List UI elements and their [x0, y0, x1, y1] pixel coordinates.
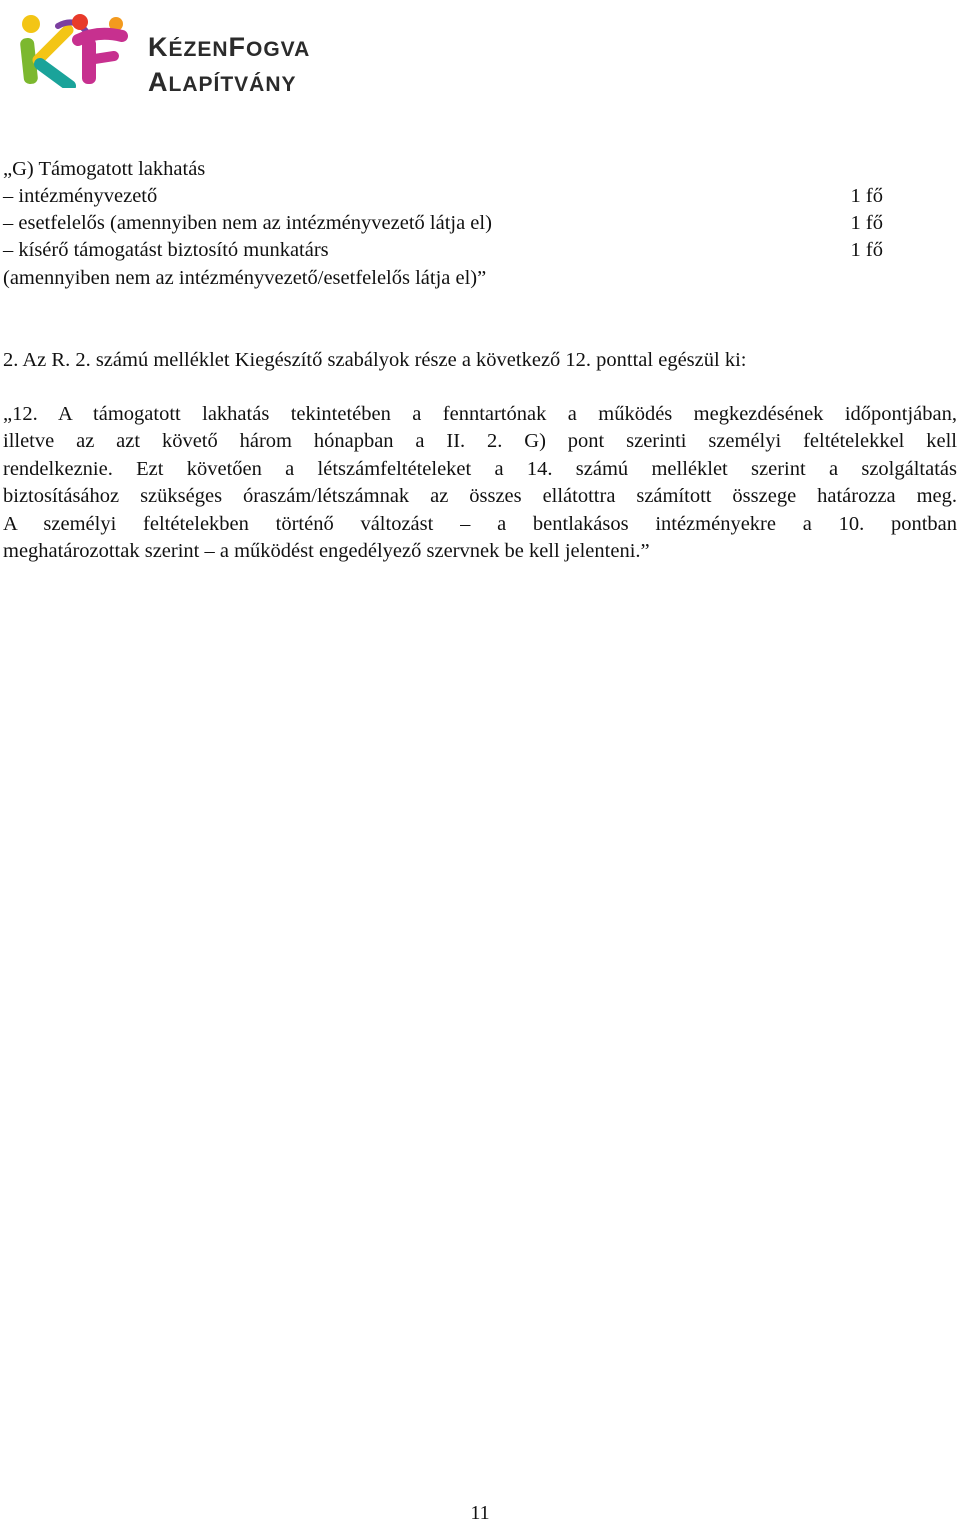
section-g-title: „G) Támogatott lakhatás	[3, 158, 206, 180]
paragraph-line: A személyi feltételekben történő változást – a bentlakásos intézményekre a 10. pontban	[3, 512, 957, 535]
paragraph-line: biztosításához szükséges óraszám/létszámnak az összes ellátottra számított összege határozza meg.	[3, 485, 957, 508]
paragraph-line: meghatározottak szerint – a működést engedélyező szervnek be kell jelenteni.”	[3, 539, 650, 562]
foundation-logo	[18, 8, 311, 97]
staff-count: 1 fő	[850, 185, 883, 207]
paragraph-line: illetve az azt követő három hónapban a II. 2. G) pont szerinti személyi feltételekkel kell	[3, 430, 957, 453]
logo-line-2: ALAPÍTVÁNY	[148, 67, 297, 97]
kf-logo-mark	[18, 8, 128, 88]
logo-wordmark	[148, 32, 310, 102]
point-12-paragraph	[3, 401, 957, 565]
paragraph-line: „12. A támogatott lakhatás tekintetében a fenntartónak a működés megkezdésének időpontjában,	[3, 403, 957, 425]
staff-role: – kísérő támogatást biztosító munkatárs	[3, 239, 329, 261]
paragraph-line: rendelkeznie. Ezt követően a létszámfeltételeket a 14. számú melléklet szerint a szolgáltatás	[3, 457, 957, 480]
page-number: 11	[470, 1502, 490, 1524]
staff-role: – intézményvezető	[3, 185, 158, 207]
section-g-note: (amennyiben nem az intézményvezető/esetfelelős látja el)”	[3, 267, 487, 289]
staff-count: 1 fő	[850, 239, 883, 261]
amendment-statement: 2. Az R. 2. számú melléklet Kiegészítő szabályok része a következő 12. ponttal egészül ki:	[3, 349, 747, 371]
staff-count: 1 fő	[850, 212, 883, 234]
staff-role: – esetfelelős (amennyiben nem az intézményvezető látja el)	[3, 212, 492, 234]
logo-line-1: KÉZENFOGVA	[148, 32, 311, 62]
